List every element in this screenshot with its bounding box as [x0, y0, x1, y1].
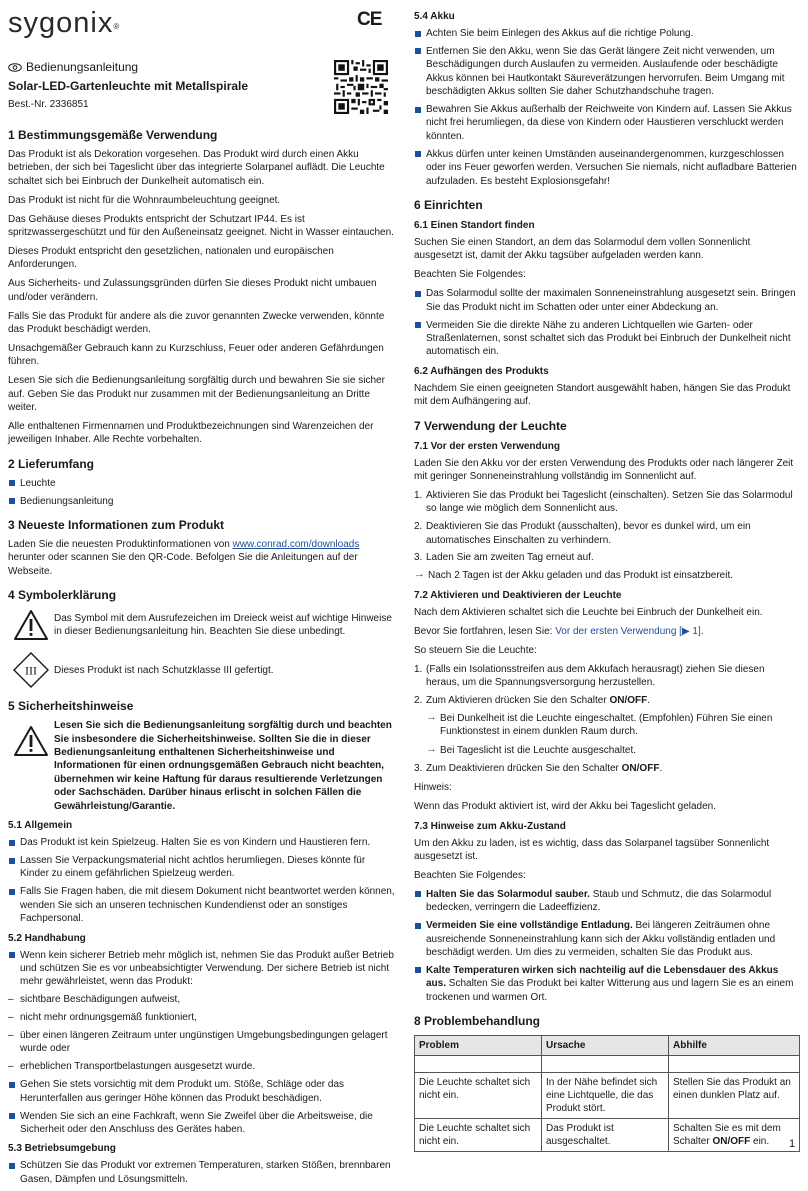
- symbol-row-warning: [8, 609, 396, 641]
- column-header: Ursache: [542, 1036, 669, 1056]
- handling-list-cont: [8, 1078, 396, 1136]
- subsection-heading: 7.1 Vor der ersten Verwendung: [414, 440, 560, 452]
- subsection-heading: 5.2 Handhabung: [8, 932, 86, 944]
- list-item: Schützen Sie das Produkt vor extremen Temperaturen, starken Stößen, brennbaren Gasen, Dämpfen und Lösungsmitteln.: [8, 1159, 396, 1186]
- list-item: Achten Sie beim Einlegen des Akkus auf die richtige Polung.: [414, 27, 800, 40]
- paragraph: Aus Sicherheits- und Zulassungsgründen dürfen Sie dieses Produkt nicht umbauen und/oder verändern.: [8, 278, 377, 303]
- table-spacer-row: [415, 1056, 800, 1073]
- condition-list: [8, 993, 396, 1074]
- subsection-heading: 6.2 Aufhängen des Produkts: [414, 365, 549, 377]
- qr-code[interactable]: [334, 60, 388, 114]
- table-cell: Die Leuchte schaltet sich nicht ein.: [415, 1073, 542, 1119]
- note-text: Wenn das Produkt aktiviert ist, wird der Akku bei Tageslicht geladen.: [414, 801, 717, 813]
- arrow-right-icon: →: [426, 742, 437, 755]
- result-line: → Bei Dunkelheit ist die Leuchte eingeschaltet. (Empfohlen) Führen Sie einen Funktionstest in einem dunklen Raum durch.: [426, 710, 773, 738]
- section-heading-4: 4 Symbolerklärung: [8, 588, 117, 603]
- symbol-row-protection-class: [8, 651, 396, 689]
- section-heading-6: 6 Einrichten: [414, 197, 483, 212]
- downloads-link[interactable]: www.conrad.com/downloads: [232, 539, 360, 551]
- battery-state-list: [414, 888, 800, 1004]
- warning-triangle-icon: [13, 725, 49, 757]
- location-list: [414, 287, 800, 359]
- section-heading-1: 1 Bestimmungsgemäße Verwendung: [8, 128, 218, 142]
- paragraph: Dieses Produkt entspricht den gesetzlichen, nationalen und europäischen Anforderungen.: [8, 245, 334, 271]
- eye-icon: [8, 63, 22, 72]
- subsection-heading: 7.2 Aktivieren und Deaktivieren der Leuchte: [414, 589, 622, 601]
- list-item: Wenn kein sicherer Betrieb mehr möglich ist, nehmen Sie das Produkt außer Betrieb und schützen Sie es vor unbeabsichtigter Verwendung. Der sichere Betrieb ist nicht mehr gewährleistet, wenn das Produkt:: [8, 949, 396, 989]
- list-item: Vermeiden Sie die direkte Nähe zu anderen Lichtquellen wie Garten- oder Straßenlaternen, sonst schaltet sich das Produkt bei Einbruch der Dunkelheit nicht automatisch ein.: [414, 319, 800, 359]
- arrow-right-icon: →: [426, 710, 437, 723]
- battery-list: [414, 27, 800, 188]
- table-row: [415, 1119, 800, 1152]
- subsection-heading: 6.1 Einen Standort finden: [414, 219, 535, 231]
- paragraph: Falls Sie das Produkt für andere als die zuvor genannten Zwecke verwenden, könnte das Produkt beschädigt werden.: [8, 310, 385, 335]
- list-item: Bedienungsanleitung: [8, 495, 396, 508]
- paragraph: Unsachgemäßer Gebrauch kann zu Kurzschluss, Feuer oder anderen Gefährdungen führen.: [8, 342, 384, 368]
- paragraph: Suchen Sie einen Standort, an dem das Solarmodul dem vollen Sonnenlicht ausgesetzt ist, damit der Akku tagsüber aufgeladen werden kann.: [414, 236, 751, 262]
- handling-list: [8, 949, 396, 989]
- list-item: Falls Sie Fragen haben, die mit diesem Dokument nicht beantwortet werden können, wenden Sie sich an unseren technischen Kundendienst oder an sonstiges Fachpersonal.: [8, 885, 396, 925]
- paragraph: Das Produkt ist als Dekoration vorgesehen. Das Produkt wird durch einen Akku betrieben, der sich bei Tageslicht über das integrierte Solarpanel auflädt. Die Leuchte schaltet sich bei Einbruch der Dunkelheit automatisch ein.: [8, 149, 385, 187]
- table-header-row: [415, 1036, 800, 1056]
- paragraph: Das Gehäuse dieses Produkts entspricht der Schutzart IP44. Es ist spritzwassergeschützt und für den Außeneinsatz geeignet. Nicht in Wasser eintauchen.: [8, 213, 394, 239]
- left-column: [8, 128, 396, 1191]
- result-line: → Nach 2 Tagen ist der Akku geladen und das Produkt ist einsatzbereit.: [414, 568, 734, 582]
- right-column: [414, 10, 800, 1152]
- list-item: – über einen längeren Zeitraum unter ungünstigen Umgebungsbedingungen gelagert wurde oder: [8, 1029, 396, 1056]
- result-line: → Bei Tageslicht ist die Leuchte ausgeschaltet.: [426, 742, 637, 756]
- list-item: 1. (Falls ein Isolationsstreifen aus dem Akkufach herausragt) ziehen Sie diesen heraus, um die Spannungsversorgung herzustellen.: [414, 663, 765, 688]
- control-steps-cont: [414, 762, 800, 775]
- list-item: Lassen Sie Verpackungsmaterial nicht achtlos herumliegen. Dieses könnte für Kinder zu einem gefährlichen Spielzeug werden.: [8, 854, 396, 881]
- subsection-heading: 5.4 Akku: [414, 11, 455, 22]
- arrow-right-icon: →: [414, 568, 425, 581]
- subsection-heading: 7.3 Hinweise zum Akku-Zustand: [414, 820, 566, 832]
- list-item: – nicht mehr ordnungsgemäß funktioniert,: [8, 1011, 396, 1024]
- paragraph: Laden Sie den Akku vor der ersten Verwendung des Produkts oder nach längerer Zeit mit geringer Sonneneinstrahlung vollständig im Sonnenlicht auf.: [414, 457, 794, 482]
- note-label: Hinweis:: [414, 782, 452, 794]
- list-item: 1. Aktivieren Sie das Produkt bei Tageslicht (einschalten). Setzen Sie das Solarmodul so lange wie möglich dem Sonnenlicht aus.: [414, 489, 793, 515]
- list-item: Das Solarmodul sollte der maximalen Sonneneinstrahlung ausgesetzt sein. Bringen Sie das Produkt nicht im Schatten oder unter einer Abdeckung an.: [414, 287, 800, 314]
- symbol-description: Dieses Produkt ist nach Schutzklasse III gefertigt.: [54, 664, 274, 676]
- subsection-heading: 5.1 Allgemein: [8, 820, 73, 832]
- section-heading-3: 3 Neueste Informationen zum Produkt: [8, 518, 225, 533]
- control-steps: [414, 663, 800, 708]
- table-cell: Das Produkt ist ausgeschaltet.: [542, 1119, 669, 1152]
- column-header: Abhilfe: [669, 1036, 800, 1056]
- section-heading-2: 2 Lieferumfang: [8, 456, 95, 471]
- ce-mark: CE: [357, 9, 382, 30]
- list-item: – erheblichen Transportbelastungen ausgesetzt wurde.: [8, 1060, 396, 1073]
- table-cell: In der Nähe befindet sich eine Lichtquelle, die das Produkt stört.: [542, 1073, 669, 1119]
- safety-warning: [8, 719, 396, 813]
- first-use-steps: [414, 489, 800, 565]
- paragraph: Alle enthaltenen Firmennamen und Produktbezeichnungen sind Warenzeichen der jeweiligen Inhaber. Alle Rechte vorbehalten.: [8, 420, 374, 446]
- section-heading-5: 5 Sicherheitshinweise: [8, 699, 134, 714]
- general-list: [8, 836, 396, 925]
- svg-text:III: III: [25, 663, 37, 678]
- list-item: Kalte Temperaturen wirken sich nachteilig auf die Lebensdauer des Akkus aus. Schalten Sie das Produkt bei kalter Witterung aus und lagern Sie es an einem trockenen und warmen Ort.: [414, 964, 800, 1004]
- table-cell: Schalten Sie es mit dem Schalter ON/OFF ein.: [669, 1119, 800, 1152]
- safety-warning-text: Lesen Sie sich die Bedienungsanleitung sorgfältig durch und beachten Sie insbesondere die Sicherheitshinweise. Sollten Sie die in dieser Bedienungsanleitung enthaltenen Sicherheitshinweise und Informationen für einen ordnungsgemäßen Gebrauch nicht beachten, übernehmen wir keine Haftung für daraus resultierende Verletzungen oder Sachschäden. Darüber hinaus erlischt in solchen Fällen die Gewährleistung/Garantie.: [54, 720, 392, 812]
- doc-type-line: [8, 60, 328, 75]
- table-cell: Die Leuchte schaltet sich nicht ein.: [415, 1119, 542, 1152]
- list-item: Das Produkt ist kein Spielzeug. Halten Sie es von Kindern und Haustieren fern.: [8, 836, 396, 849]
- column-header: Problem: [415, 1036, 542, 1056]
- list-item: Akkus dürfen unter keinen Umständen auseinandergenommen, kurzgeschlossen oder ins Feuer geworfen werden. Versuchen Sie niemals, nicht aufladbare Batterien aufzuladen. Es besteht Explosionsgefahr!: [414, 148, 800, 188]
- section-heading-8: 8 Problembehandlung: [414, 1014, 541, 1029]
- paragraph: Lesen Sie sich die Bedienungsanleitung sorgfältig durch und bewahren Sie sie sicher auf. Geben Sie das Produkt nur zusammen mit der Bedienungsanleitung an Dritte weiter.: [8, 375, 385, 413]
- list-item: Gehen Sie stets vorsichtig mit dem Produkt um. Stöße, Schläge oder das Herunterfallen aus geringer Höhe können das Produkt beschädigen.: [8, 1078, 396, 1105]
- symbol-description: Das Symbol mit dem Ausrufezeichen im Dreieck weist auf wichtige Hinweise in dieser Bedienungsanleitung hin. Beachten Sie diese unbedingt.: [54, 612, 392, 638]
- list-item: Bewahren Sie Akkus außerhalb der Reichweite von Kindern auf. Lassen Sie Akkus nicht frei herumliegen, da diese von Kindern oder Haustieren verschluckt werden könnten.: [414, 103, 800, 143]
- section-heading-7: 7 Verwendung der Leuchte: [414, 418, 567, 433]
- list-item: Leuchte: [8, 477, 396, 490]
- brand-logo: sygonix®: [8, 7, 121, 39]
- list-item: 3. Zum Deaktivieren drücken Sie den Schalter ON/OFF.: [414, 762, 663, 774]
- list-item: Halten Sie das Solarmodul sauber. Staub und Schmutz, die das Solarmodul bedecken, verringern die Ladeeffizienz.: [414, 888, 800, 915]
- list-item: Entfernen Sie den Akku, wenn Sie das Gerät längere Zeit nicht verwenden, um Beschädigungen durch Auslaufen zu vermeiden. Auslaufende oder beschädigte Akkus können bei Hautkontakt Säureverätzungen hervorrufen. Beim Umgang mit beschädigten Akkus sollten Sie daher Schutzhandschuhe tragen.: [414, 45, 800, 99]
- troubleshooting-table: [414, 1035, 800, 1152]
- paragraph: Um den Akku zu laden, ist es wichtig, dass das Solarpanel tagsüber Sonnenlicht ausgesetzt ist.: [414, 837, 770, 863]
- page-number: 1: [789, 1138, 796, 1150]
- doc-type: Bedienungsanleitung: [26, 60, 139, 74]
- document-header: [8, 60, 328, 111]
- product-title: Solar-LED-Gartenleuchte mit Metallspirale: [8, 79, 249, 93]
- paragraph: Nach dem Aktivieren schaltet sich die Leuchte bei Einbruch der Dunkelheit ein.: [414, 606, 763, 618]
- list-item: Wenden Sie sich an eine Fachkraft, wenn Sie Zweifel über die Arbeitsweise, die Sicherheit oder den Anschluss des Gerätes haben.: [8, 1110, 396, 1137]
- paragraph: Beachten Sie Folgendes:: [414, 269, 526, 281]
- list-item: 2. Zum Aktivieren drücken Sie den Schalter ON/OFF.: [414, 694, 650, 706]
- list-item: 3. Laden Sie am zweiten Tag erneut auf.: [414, 552, 594, 564]
- table-cell: Stellen Sie das Produkt an einen dunklen Platz auf.: [669, 1073, 800, 1119]
- list-item: – sichtbare Beschädigungen aufweist,: [8, 993, 396, 1006]
- environment-list: [8, 1159, 396, 1186]
- paragraph: Bevor Sie fortfahren, lesen Sie: Vor der ersten Verwendung [▶ 1].: [414, 625, 704, 637]
- paragraph: So steuern Sie die Leuchte:: [414, 644, 537, 656]
- list-item: 2. Deaktivieren Sie das Produkt (ausschalten), bevor es dunkel wird, um ein automatisches Einschalten zu verhindern.: [414, 521, 751, 546]
- warning-triangle-icon: [13, 609, 49, 641]
- list-item: Vermeiden Sie eine vollständige Entladung. Bei längeren Zeiträumen ohne ausreichende Sonneneinstrahlung kann sich der Akku vollständig entladen und beschädigt werden. Um dies zu vermeiden, schalten Sie das Produkt aus.: [414, 919, 800, 959]
- delivery-list: [8, 477, 396, 508]
- article-number: Best.-Nr. 2336851: [8, 99, 89, 110]
- table-row: [415, 1073, 800, 1119]
- paragraph: Das Produkt ist nicht für die Wohnraumbeleuchtung geeignet.: [8, 194, 281, 206]
- paragraph: Laden Sie die neuesten Produktinformationen von www.conrad.com/downloads herunter oder scannen Sie den QR-Code. Befolgen Sie die Anleitungen auf der Webseite.: [8, 539, 360, 577]
- subsection-heading: 5.3 Betriebsumgebung: [8, 1143, 116, 1155]
- paragraph: Beachten Sie Folgendes:: [414, 869, 526, 881]
- protection-class-iii-icon: [12, 651, 50, 689]
- paragraph: Nachdem Sie einen geeigneten Standort ausgewählt haben, hängen Sie das Produkt mit dem Aufhängering auf.: [414, 382, 791, 408]
- cross-reference-link[interactable]: Vor der ersten Verwendung [▶ 1]: [555, 625, 701, 637]
